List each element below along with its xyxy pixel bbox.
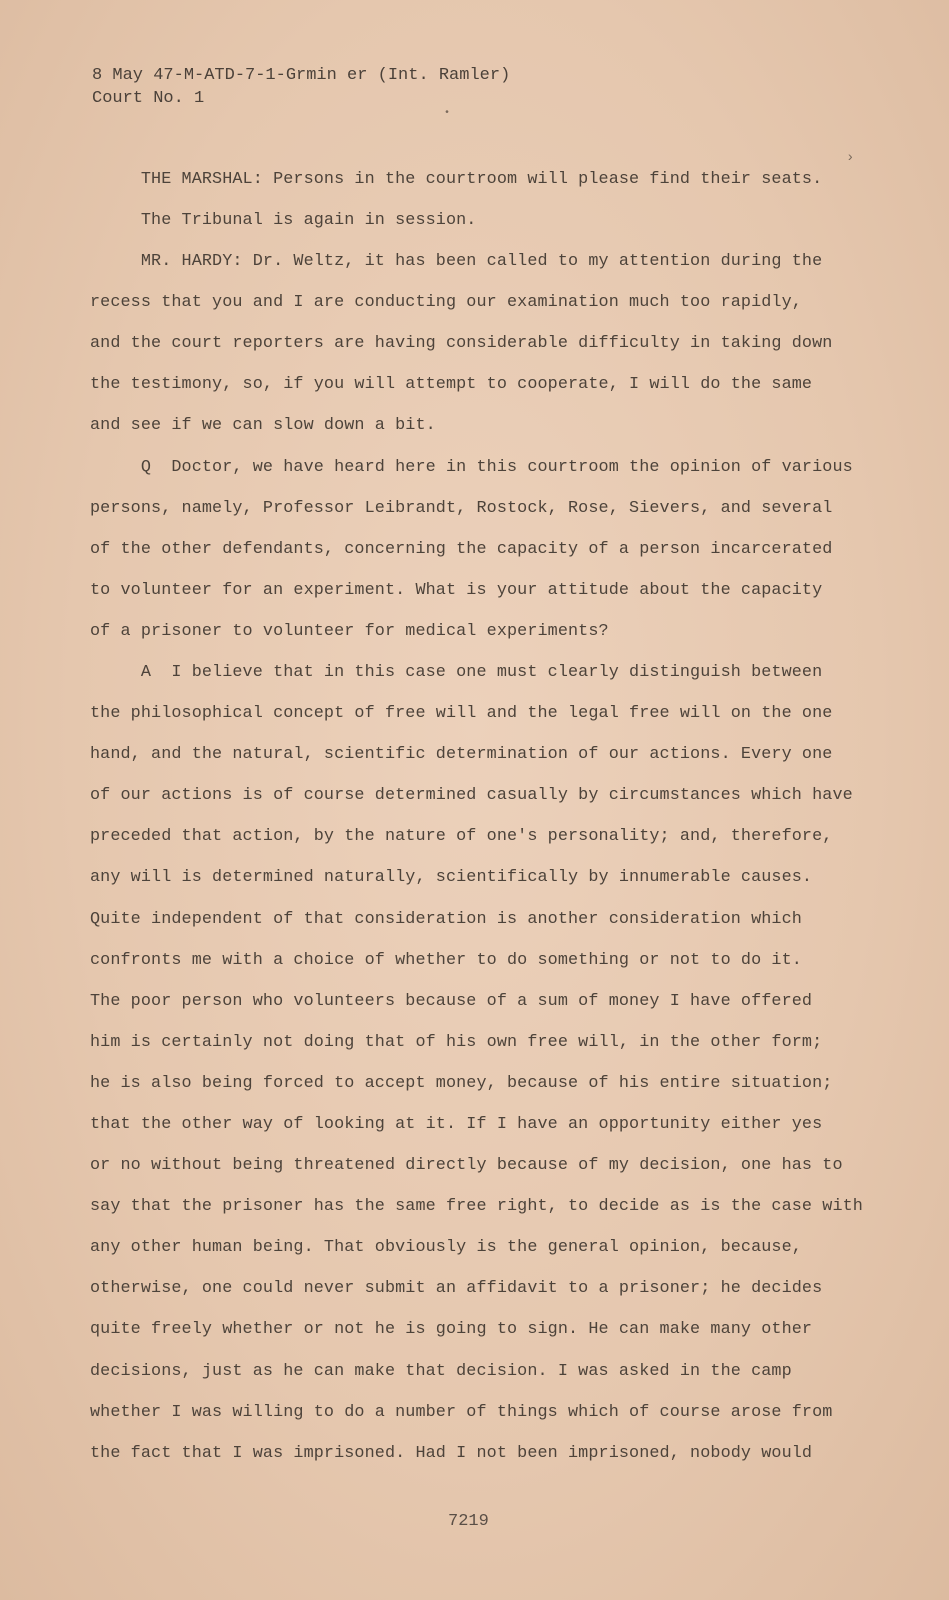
transcript-line: to volunteer for an experiment. What is your attitude about the capacity	[90, 581, 823, 600]
transcript-line: and see if we can slow down a bit.	[90, 416, 436, 435]
transcript-line: of a prisoner to volunteer for medical experiments?	[90, 622, 609, 641]
transcript-line: A I believe that in this case one must clearly distinguish between	[90, 663, 823, 682]
transcript-line: whether I was willing to do a number of things which of course arose from	[90, 1403, 833, 1422]
transcript-line: the testimony, so, if you will attempt to cooperate, I will do the same	[90, 375, 813, 394]
stray-mark: ›	[846, 150, 855, 166]
transcript-line: MR. HARDY: Dr. Weltz, it has been called to my attention during the	[90, 252, 823, 271]
transcript-line: hand, and the natural, scientific determination of our actions. Every one	[90, 745, 833, 764]
transcript-line: The Tribunal is again in session.	[90, 211, 477, 230]
document-header	[92, 64, 510, 110]
transcript-line: recess that you and I are conducting our examination much too rapidly,	[90, 293, 802, 312]
transcript-line: him is certainly not doing that of his own free will, in the other form;	[90, 1033, 823, 1052]
transcript-line: and the court reporters are having considerable difficulty in taking down	[90, 334, 833, 353]
transcript-line: preceded that action, by the nature of one's personality; and, therefore,	[90, 827, 833, 846]
transcript-line: of our actions is of course determined casually by circumstances which have	[90, 786, 853, 805]
page-number: 7219	[448, 1512, 489, 1531]
transcript-line: Q Doctor, we have heard here in this courtroom the opinion of various	[90, 458, 853, 477]
transcript-line: THE MARSHAL: Persons in the courtroom will please find their seats.	[90, 170, 823, 189]
transcript-line: he is also being forced to accept money, because of his entire situation;	[90, 1074, 833, 1093]
header-line-1: 8 May 47-M-ATD-7-1-Grmin er (Int. Ramler)	[92, 66, 511, 85]
transcript-line: any will is determined naturally, scientifically by innumerable causes.	[90, 868, 813, 887]
transcript-line: that the other way of looking at it. If I have an opportunity either yes	[90, 1115, 823, 1134]
transcript-line: persons, namely, Professor Leibrandt, Rostock, Rose, Sievers, and several	[90, 499, 833, 518]
transcript-line: Quite independent of that consideration is another consideration which	[90, 910, 802, 929]
transcript-line: say that the prisoner has the same free right, to decide as is the case with	[90, 1197, 863, 1216]
transcript-line: The poor person who volunteers because of a sum of money I have offered	[90, 992, 813, 1011]
transcript-line: otherwise, one could never submit an affidavit to a prisoner; he decides	[90, 1279, 823, 1298]
transcript-line: quite freely whether or not he is going to sign. He can make many other	[90, 1320, 813, 1339]
transcript-line: the fact that I was imprisoned. Had I not been imprisoned, nobody would	[90, 1444, 813, 1463]
transcript-line: of the other defendants, concerning the capacity of a person incarcerated	[90, 540, 833, 559]
transcript-line: decisions, just as he can make that decision. I was asked in the camp	[90, 1362, 792, 1381]
transcript-line: any other human being. That obviously is the general opinion, because,	[90, 1238, 802, 1257]
stray-dot: •	[444, 108, 451, 119]
transcript-line: the philosophical concept of free will and the legal free will on the one	[90, 704, 833, 723]
transcript-line: confronts me with a choice of whether to do something or not to do it.	[90, 951, 802, 970]
header-line-2: Court No. 1	[92, 89, 205, 108]
transcript-line: or no without being threatened directly because of my decision, one has to	[90, 1156, 843, 1175]
